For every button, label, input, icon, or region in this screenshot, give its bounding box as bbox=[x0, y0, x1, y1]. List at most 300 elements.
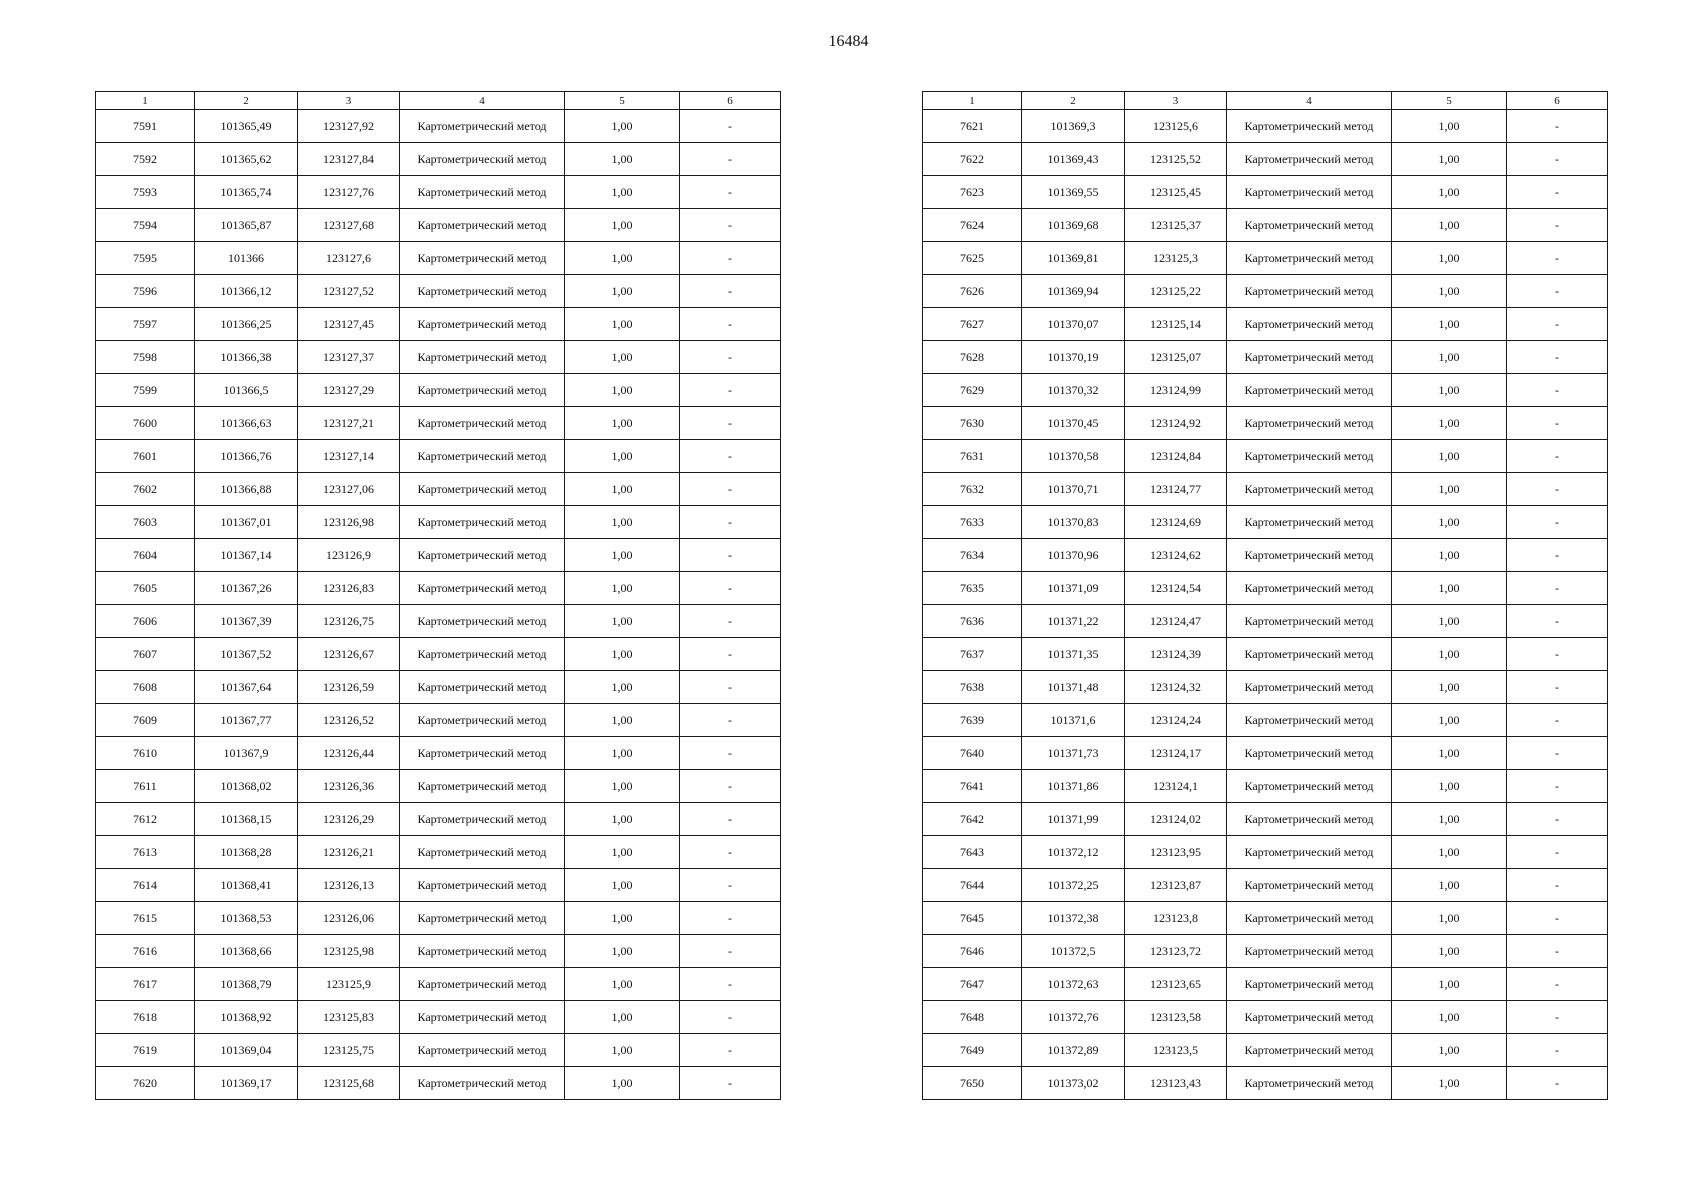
x-coordinate-cell: 101368,53 bbox=[195, 902, 298, 935]
description-cell: - bbox=[680, 704, 781, 737]
x-coordinate-cell: 101371,99 bbox=[1022, 803, 1125, 836]
method-cell: Картометрический метод bbox=[1227, 374, 1392, 407]
table-row bbox=[96, 704, 781, 737]
x-coordinate-cell: 101371,09 bbox=[1022, 572, 1125, 605]
point-number-cell: 7640 bbox=[923, 737, 1022, 770]
point-number-cell: 7613 bbox=[96, 836, 195, 869]
table-row bbox=[923, 275, 1608, 308]
y-coordinate-cell: 123126,06 bbox=[298, 902, 400, 935]
point-number-cell: 7616 bbox=[96, 935, 195, 968]
point-number-cell: 7628 bbox=[923, 341, 1022, 374]
point-number-cell: 7645 bbox=[923, 902, 1022, 935]
column-header: 5 bbox=[565, 92, 680, 110]
accuracy-cell: 1,00 bbox=[1392, 704, 1507, 737]
accuracy-cell: 1,00 bbox=[1392, 1034, 1507, 1067]
table-row bbox=[96, 1034, 781, 1067]
method-cell: Картометрический метод bbox=[400, 803, 565, 836]
method-cell: Картометрический метод bbox=[1227, 539, 1392, 572]
description-cell: - bbox=[1507, 341, 1608, 374]
y-coordinate-cell: 123127,92 bbox=[298, 110, 400, 143]
point-number-cell: 7603 bbox=[96, 506, 195, 539]
accuracy-cell: 1,00 bbox=[1392, 176, 1507, 209]
y-coordinate-cell: 123126,67 bbox=[298, 638, 400, 671]
table-row bbox=[923, 1067, 1608, 1100]
description-cell: - bbox=[1507, 374, 1608, 407]
description-cell: - bbox=[1507, 506, 1608, 539]
description-cell: - bbox=[1507, 143, 1608, 176]
accuracy-cell: 1,00 bbox=[565, 803, 680, 836]
description-cell: - bbox=[1507, 473, 1608, 506]
description-cell: - bbox=[1507, 704, 1608, 737]
point-number-cell: 7592 bbox=[96, 143, 195, 176]
accuracy-cell: 1,00 bbox=[565, 605, 680, 638]
x-coordinate-cell: 101372,5 bbox=[1022, 935, 1125, 968]
description-cell: - bbox=[1507, 1067, 1608, 1100]
description-cell: - bbox=[680, 770, 781, 803]
y-coordinate-cell: 123127,45 bbox=[298, 308, 400, 341]
coordinates-table-left bbox=[95, 91, 781, 1100]
table-row bbox=[96, 836, 781, 869]
x-coordinate-cell: 101369,3 bbox=[1022, 110, 1125, 143]
point-number-cell: 7602 bbox=[96, 473, 195, 506]
x-coordinate-cell: 101366,25 bbox=[195, 308, 298, 341]
table-row bbox=[923, 737, 1608, 770]
y-coordinate-cell: 123124,69 bbox=[1125, 506, 1227, 539]
y-coordinate-cell: 123126,21 bbox=[298, 836, 400, 869]
method-cell: Картометрический метод bbox=[400, 308, 565, 341]
accuracy-cell: 1,00 bbox=[565, 308, 680, 341]
description-cell: - bbox=[1507, 440, 1608, 473]
point-number-cell: 7637 bbox=[923, 638, 1022, 671]
table-row bbox=[923, 869, 1608, 902]
point-number-cell: 7611 bbox=[96, 770, 195, 803]
point-number-cell: 7608 bbox=[96, 671, 195, 704]
y-coordinate-cell: 123125,75 bbox=[298, 1034, 400, 1067]
point-number-cell: 7604 bbox=[96, 539, 195, 572]
accuracy-cell: 1,00 bbox=[565, 770, 680, 803]
point-number-cell: 7617 bbox=[96, 968, 195, 1001]
x-coordinate-cell: 101370,45 bbox=[1022, 407, 1125, 440]
point-number-cell: 7598 bbox=[96, 341, 195, 374]
table-row bbox=[96, 374, 781, 407]
method-cell: Картометрический метод bbox=[400, 1001, 565, 1034]
y-coordinate-cell: 123123,58 bbox=[1125, 1001, 1227, 1034]
description-cell: - bbox=[1507, 737, 1608, 770]
x-coordinate-cell: 101366,76 bbox=[195, 440, 298, 473]
y-coordinate-cell: 123126,83 bbox=[298, 572, 400, 605]
x-coordinate-cell: 101369,68 bbox=[1022, 209, 1125, 242]
accuracy-cell: 1,00 bbox=[565, 341, 680, 374]
y-coordinate-cell: 123124,62 bbox=[1125, 539, 1227, 572]
x-coordinate-cell: 101372,89 bbox=[1022, 1034, 1125, 1067]
y-coordinate-cell: 123127,6 bbox=[298, 242, 400, 275]
method-cell: Картометрический метод bbox=[400, 1067, 565, 1100]
x-coordinate-cell: 101372,38 bbox=[1022, 902, 1125, 935]
column-header: 4 bbox=[400, 92, 565, 110]
table-row bbox=[96, 176, 781, 209]
method-cell: Картометрический метод bbox=[1227, 110, 1392, 143]
description-cell: - bbox=[1507, 308, 1608, 341]
y-coordinate-cell: 123126,52 bbox=[298, 704, 400, 737]
method-cell: Картометрический метод bbox=[400, 209, 565, 242]
method-cell: Картометрический метод bbox=[1227, 572, 1392, 605]
table-row bbox=[923, 209, 1608, 242]
description-cell: - bbox=[1507, 110, 1608, 143]
table-row bbox=[96, 308, 781, 341]
x-coordinate-cell: 101371,73 bbox=[1022, 737, 1125, 770]
description-cell: - bbox=[680, 308, 781, 341]
table-row bbox=[96, 539, 781, 572]
accuracy-cell: 1,00 bbox=[565, 473, 680, 506]
accuracy-cell: 1,00 bbox=[1392, 638, 1507, 671]
y-coordinate-cell: 123127,29 bbox=[298, 374, 400, 407]
point-number-cell: 7622 bbox=[923, 143, 1022, 176]
x-coordinate-cell: 101367,39 bbox=[195, 605, 298, 638]
table-row bbox=[96, 572, 781, 605]
method-cell: Картометрический метод bbox=[400, 770, 565, 803]
accuracy-cell: 1,00 bbox=[565, 110, 680, 143]
y-coordinate-cell: 123124,24 bbox=[1125, 704, 1227, 737]
method-cell: Картометрический метод bbox=[1227, 836, 1392, 869]
x-coordinate-cell: 101366,12 bbox=[195, 275, 298, 308]
description-cell: - bbox=[680, 1067, 781, 1100]
method-cell: Картометрический метод bbox=[400, 374, 565, 407]
y-coordinate-cell: 123127,21 bbox=[298, 407, 400, 440]
table-row bbox=[96, 935, 781, 968]
y-coordinate-cell: 123123,8 bbox=[1125, 902, 1227, 935]
y-coordinate-cell: 123125,98 bbox=[298, 935, 400, 968]
point-number-cell: 7641 bbox=[923, 770, 1022, 803]
x-coordinate-cell: 101369,81 bbox=[1022, 242, 1125, 275]
accuracy-cell: 1,00 bbox=[565, 869, 680, 902]
accuracy-cell: 1,00 bbox=[1392, 770, 1507, 803]
table-row bbox=[96, 440, 781, 473]
method-cell: Картометрический метод bbox=[1227, 440, 1392, 473]
y-coordinate-cell: 123127,84 bbox=[298, 143, 400, 176]
description-cell: - bbox=[680, 1034, 781, 1067]
accuracy-cell: 1,00 bbox=[1392, 836, 1507, 869]
y-coordinate-cell: 123123,43 bbox=[1125, 1067, 1227, 1100]
y-coordinate-cell: 123124,1 bbox=[1125, 770, 1227, 803]
table-row bbox=[96, 638, 781, 671]
table-row bbox=[923, 374, 1608, 407]
point-number-cell: 7639 bbox=[923, 704, 1022, 737]
description-cell: - bbox=[680, 110, 781, 143]
x-coordinate-cell: 101369,17 bbox=[195, 1067, 298, 1100]
accuracy-cell: 1,00 bbox=[1392, 506, 1507, 539]
y-coordinate-cell: 123126,36 bbox=[298, 770, 400, 803]
point-number-cell: 7633 bbox=[923, 506, 1022, 539]
point-number-cell: 7649 bbox=[923, 1034, 1022, 1067]
description-cell: - bbox=[680, 176, 781, 209]
y-coordinate-cell: 123125,3 bbox=[1125, 242, 1227, 275]
x-coordinate-cell: 101371,35 bbox=[1022, 638, 1125, 671]
y-coordinate-cell: 123126,29 bbox=[298, 803, 400, 836]
method-cell: Картометрический метод bbox=[400, 275, 565, 308]
accuracy-cell: 1,00 bbox=[1392, 539, 1507, 572]
table-row bbox=[923, 176, 1608, 209]
x-coordinate-cell: 101366,38 bbox=[195, 341, 298, 374]
accuracy-cell: 1,00 bbox=[1392, 737, 1507, 770]
header-row bbox=[96, 92, 781, 110]
y-coordinate-cell: 123125,9 bbox=[298, 968, 400, 1001]
method-cell: Картометрический метод bbox=[400, 506, 565, 539]
description-cell: - bbox=[1507, 242, 1608, 275]
table-row bbox=[923, 1001, 1608, 1034]
description-cell: - bbox=[680, 935, 781, 968]
point-number-cell: 7599 bbox=[96, 374, 195, 407]
x-coordinate-cell: 101371,48 bbox=[1022, 671, 1125, 704]
method-cell: Картометрический метод bbox=[1227, 869, 1392, 902]
accuracy-cell: 1,00 bbox=[565, 275, 680, 308]
method-cell: Картометрический метод bbox=[1227, 209, 1392, 242]
point-number-cell: 7650 bbox=[923, 1067, 1022, 1100]
point-number-cell: 7610 bbox=[96, 737, 195, 770]
y-coordinate-cell: 123126,9 bbox=[298, 539, 400, 572]
x-coordinate-cell: 101372,25 bbox=[1022, 869, 1125, 902]
x-coordinate-cell: 101368,15 bbox=[195, 803, 298, 836]
column-header: 4 bbox=[1227, 92, 1392, 110]
y-coordinate-cell: 123124,99 bbox=[1125, 374, 1227, 407]
method-cell: Картометрический метод bbox=[400, 605, 565, 638]
point-number-cell: 7615 bbox=[96, 902, 195, 935]
table-row bbox=[923, 902, 1608, 935]
description-cell: - bbox=[1507, 968, 1608, 1001]
table-row bbox=[96, 407, 781, 440]
y-coordinate-cell: 123124,17 bbox=[1125, 737, 1227, 770]
coordinates-table-right bbox=[922, 91, 1608, 1100]
x-coordinate-cell: 101366 bbox=[195, 242, 298, 275]
x-coordinate-cell: 101371,6 bbox=[1022, 704, 1125, 737]
accuracy-cell: 1,00 bbox=[565, 737, 680, 770]
point-number-cell: 7612 bbox=[96, 803, 195, 836]
method-cell: Картометрический метод bbox=[1227, 341, 1392, 374]
column-header: 1 bbox=[96, 92, 195, 110]
x-coordinate-cell: 101366,63 bbox=[195, 407, 298, 440]
y-coordinate-cell: 123126,75 bbox=[298, 605, 400, 638]
table-row bbox=[96, 1001, 781, 1034]
y-coordinate-cell: 123125,22 bbox=[1125, 275, 1227, 308]
table-row bbox=[96, 869, 781, 902]
table-row bbox=[923, 506, 1608, 539]
table-row bbox=[923, 539, 1608, 572]
y-coordinate-cell: 123124,54 bbox=[1125, 572, 1227, 605]
description-cell: - bbox=[680, 968, 781, 1001]
table-row bbox=[923, 110, 1608, 143]
x-coordinate-cell: 101367,52 bbox=[195, 638, 298, 671]
accuracy-cell: 1,00 bbox=[1392, 1001, 1507, 1034]
description-cell: - bbox=[680, 242, 781, 275]
description-cell: - bbox=[680, 440, 781, 473]
y-coordinate-cell: 123126,44 bbox=[298, 737, 400, 770]
table-row bbox=[923, 242, 1608, 275]
accuracy-cell: 1,00 bbox=[1392, 242, 1507, 275]
table-row bbox=[923, 770, 1608, 803]
y-coordinate-cell: 123124,32 bbox=[1125, 671, 1227, 704]
y-coordinate-cell: 123127,76 bbox=[298, 176, 400, 209]
table-row bbox=[923, 605, 1608, 638]
table-row bbox=[923, 572, 1608, 605]
method-cell: Картометрический метод bbox=[1227, 242, 1392, 275]
description-cell: - bbox=[1507, 605, 1608, 638]
y-coordinate-cell: 123124,77 bbox=[1125, 473, 1227, 506]
method-cell: Картометрический метод bbox=[1227, 803, 1392, 836]
point-number-cell: 7619 bbox=[96, 1034, 195, 1067]
accuracy-cell: 1,00 bbox=[565, 1001, 680, 1034]
y-coordinate-cell: 123125,52 bbox=[1125, 143, 1227, 176]
method-cell: Картометрический метод bbox=[400, 935, 565, 968]
point-number-cell: 7631 bbox=[923, 440, 1022, 473]
accuracy-cell: 1,00 bbox=[1392, 341, 1507, 374]
method-cell: Картометрический метод bbox=[1227, 638, 1392, 671]
description-cell: - bbox=[1507, 671, 1608, 704]
method-cell: Картометрический метод bbox=[400, 440, 565, 473]
y-coordinate-cell: 123124,02 bbox=[1125, 803, 1227, 836]
table-row bbox=[96, 1067, 781, 1100]
accuracy-cell: 1,00 bbox=[1392, 605, 1507, 638]
method-cell: Картометрический метод bbox=[1227, 143, 1392, 176]
method-cell: Картометрический метод bbox=[400, 473, 565, 506]
y-coordinate-cell: 123126,98 bbox=[298, 506, 400, 539]
point-number-cell: 7593 bbox=[96, 176, 195, 209]
x-coordinate-cell: 101371,86 bbox=[1022, 770, 1125, 803]
point-number-cell: 7620 bbox=[96, 1067, 195, 1100]
description-cell: - bbox=[680, 836, 781, 869]
method-cell: Картометрический метод bbox=[400, 143, 565, 176]
method-cell: Картометрический метод bbox=[1227, 176, 1392, 209]
table-row bbox=[923, 638, 1608, 671]
y-coordinate-cell: 123125,14 bbox=[1125, 308, 1227, 341]
x-coordinate-cell: 101372,76 bbox=[1022, 1001, 1125, 1034]
description-cell: - bbox=[680, 506, 781, 539]
y-coordinate-cell: 123127,37 bbox=[298, 341, 400, 374]
column-header: 3 bbox=[298, 92, 400, 110]
y-coordinate-cell: 123123,65 bbox=[1125, 968, 1227, 1001]
point-number-cell: 7596 bbox=[96, 275, 195, 308]
description-cell: - bbox=[680, 638, 781, 671]
table-row bbox=[923, 704, 1608, 737]
point-number-cell: 7609 bbox=[96, 704, 195, 737]
accuracy-cell: 1,00 bbox=[565, 935, 680, 968]
point-number-cell: 7627 bbox=[923, 308, 1022, 341]
table-row bbox=[96, 671, 781, 704]
accuracy-cell: 1,00 bbox=[565, 143, 680, 176]
point-number-cell: 7629 bbox=[923, 374, 1022, 407]
description-cell: - bbox=[680, 1001, 781, 1034]
description-cell: - bbox=[1507, 638, 1608, 671]
x-coordinate-cell: 101369,55 bbox=[1022, 176, 1125, 209]
point-number-cell: 7647 bbox=[923, 968, 1022, 1001]
accuracy-cell: 1,00 bbox=[1392, 440, 1507, 473]
table-row bbox=[96, 341, 781, 374]
accuracy-cell: 1,00 bbox=[565, 209, 680, 242]
table-row bbox=[96, 605, 781, 638]
y-coordinate-cell: 123126,59 bbox=[298, 671, 400, 704]
column-header: 3 bbox=[1125, 92, 1227, 110]
x-coordinate-cell: 101365,87 bbox=[195, 209, 298, 242]
accuracy-cell: 1,00 bbox=[1392, 275, 1507, 308]
description-cell: - bbox=[1507, 902, 1608, 935]
method-cell: Картометрический метод bbox=[1227, 902, 1392, 935]
column-header: 2 bbox=[1022, 92, 1125, 110]
accuracy-cell: 1,00 bbox=[1392, 869, 1507, 902]
point-number-cell: 7606 bbox=[96, 605, 195, 638]
point-number-cell: 7600 bbox=[96, 407, 195, 440]
method-cell: Картометрический метод bbox=[400, 836, 565, 869]
y-coordinate-cell: 123123,5 bbox=[1125, 1034, 1227, 1067]
description-cell: - bbox=[1507, 1001, 1608, 1034]
method-cell: Картометрический метод bbox=[1227, 506, 1392, 539]
description-cell: - bbox=[1507, 275, 1608, 308]
method-cell: Картометрический метод bbox=[1227, 704, 1392, 737]
column-header: 2 bbox=[195, 92, 298, 110]
table-row bbox=[923, 473, 1608, 506]
point-number-cell: 7630 bbox=[923, 407, 1022, 440]
point-number-cell: 7594 bbox=[96, 209, 195, 242]
method-cell: Картометрический метод bbox=[400, 407, 565, 440]
x-coordinate-cell: 101368,02 bbox=[195, 770, 298, 803]
table-row bbox=[96, 242, 781, 275]
point-number-cell: 7634 bbox=[923, 539, 1022, 572]
table-row bbox=[923, 341, 1608, 374]
description-cell: - bbox=[680, 671, 781, 704]
column-header: 1 bbox=[923, 92, 1022, 110]
description-cell: - bbox=[1507, 572, 1608, 605]
accuracy-cell: 1,00 bbox=[565, 704, 680, 737]
x-coordinate-cell: 101365,62 bbox=[195, 143, 298, 176]
description-cell: - bbox=[680, 209, 781, 242]
y-coordinate-cell: 123127,06 bbox=[298, 473, 400, 506]
point-number-cell: 7625 bbox=[923, 242, 1022, 275]
table-row bbox=[923, 968, 1608, 1001]
accuracy-cell: 1,00 bbox=[565, 1067, 680, 1100]
description-cell: - bbox=[680, 605, 781, 638]
x-coordinate-cell: 101372,12 bbox=[1022, 836, 1125, 869]
method-cell: Картометрический метод bbox=[400, 242, 565, 275]
column-header: 6 bbox=[1507, 92, 1608, 110]
description-cell: - bbox=[680, 572, 781, 605]
method-cell: Картометрический метод bbox=[400, 341, 565, 374]
table-row bbox=[923, 1034, 1608, 1067]
point-number-cell: 7636 bbox=[923, 605, 1022, 638]
accuracy-cell: 1,00 bbox=[1392, 572, 1507, 605]
method-cell: Картометрический метод bbox=[1227, 770, 1392, 803]
table-row bbox=[96, 275, 781, 308]
point-number-cell: 7607 bbox=[96, 638, 195, 671]
description-cell: - bbox=[1507, 209, 1608, 242]
method-cell: Картометрический метод bbox=[400, 110, 565, 143]
y-coordinate-cell: 123124,84 bbox=[1125, 440, 1227, 473]
method-cell: Картометрический метод bbox=[1227, 407, 1392, 440]
x-coordinate-cell: 101368,92 bbox=[195, 1001, 298, 1034]
x-coordinate-cell: 101367,26 bbox=[195, 572, 298, 605]
x-coordinate-cell: 101366,5 bbox=[195, 374, 298, 407]
accuracy-cell: 1,00 bbox=[1392, 143, 1507, 176]
description-cell: - bbox=[1507, 407, 1608, 440]
x-coordinate-cell: 101368,79 bbox=[195, 968, 298, 1001]
accuracy-cell: 1,00 bbox=[565, 638, 680, 671]
description-cell: - bbox=[680, 539, 781, 572]
description-cell: - bbox=[680, 737, 781, 770]
x-coordinate-cell: 101368,28 bbox=[195, 836, 298, 869]
x-coordinate-cell: 101370,71 bbox=[1022, 473, 1125, 506]
method-cell: Картометрический метод bbox=[1227, 308, 1392, 341]
x-coordinate-cell: 101366,88 bbox=[195, 473, 298, 506]
accuracy-cell: 1,00 bbox=[565, 506, 680, 539]
method-cell: Картометрический метод bbox=[400, 902, 565, 935]
x-coordinate-cell: 101369,94 bbox=[1022, 275, 1125, 308]
y-coordinate-cell: 123125,37 bbox=[1125, 209, 1227, 242]
